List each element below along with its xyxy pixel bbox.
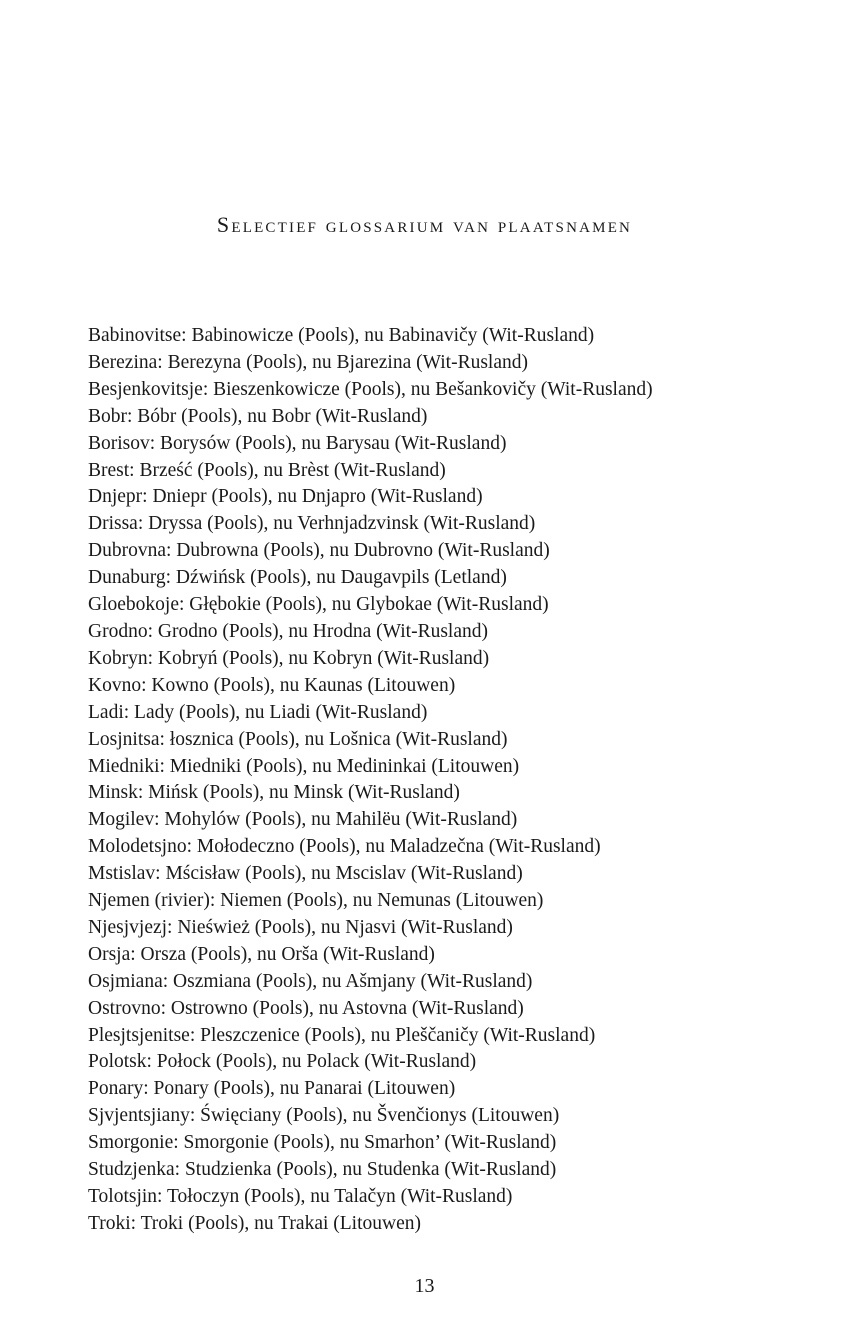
- glossary-entry: Molodetsjno: Mołodeczno (Pools), nu Maladzečna (Wit-Rusland): [88, 836, 601, 858]
- page-number: 13: [414, 1275, 435, 1297]
- glossary-entry: Ladi: Lady (Pools), nu Liadi (Wit-Rusland): [88, 701, 428, 723]
- glossary-entry: Osjmiana: Oszmiana (Pools), nu Ašmjany (Wit-Rusland): [88, 970, 533, 992]
- glossary-entry: Dubrovna: Dubrowna (Pools), nu Dubrovno (Wit-Rusland): [88, 540, 550, 562]
- glossary-entry: Borisov: Borysów (Pools), nu Barysau (Wit-Rusland): [88, 432, 507, 454]
- glossary-entry: Njesjvjezj: Nieśwież (Pools), nu Njasvi (Wit-Rusland): [88, 916, 513, 938]
- glossary-entry: Drissa: Dryssa (Pools), nu Verhnjadzvinsk (Wit-Rusland): [88, 513, 536, 535]
- glossary-entry: Kobryn: Kobryń (Pools), nu Kobryn (Wit-Rusland): [88, 647, 490, 669]
- glossary-entry: Mogilev: Mohylów (Pools), nu Mahilëu (Wit-Rusland): [88, 809, 518, 831]
- glossary-entry: Bobr: Bóbr (Pools), nu Bobr (Wit-Rusland): [88, 405, 428, 427]
- glossary-entry: Brest: Brześć (Pools), nu Brèst (Wit-Rusland): [88, 459, 446, 481]
- glossary-entry: Besjenkovitsje: Bieszenkowicze (Pools), nu Bešankovičy (Wit-Rusland): [88, 378, 653, 400]
- glossary-entry: Minsk: Mińsk (Pools), nu Minsk (Wit-Rusland): [88, 782, 460, 804]
- page-title: Selectief glossarium van plaatsnamen: [216, 212, 633, 237]
- glossary-entry: Mstislav: Mścisław (Pools), nu Mscislav (Wit-Rusland): [88, 863, 523, 885]
- glossary-entry: Studzjenka: Studzienka (Pools), nu Studenka (Wit-Rusland): [88, 1159, 557, 1181]
- glossary-entry: Sjvjentsjiany: Święciany (Pools), nu Švenčionys (Litouwen): [88, 1105, 560, 1127]
- glossary-entry: Ponary: Ponary (Pools), nu Panarai (Litouwen): [88, 1078, 456, 1100]
- glossary-entry: Berezina: Berezyna (Pools), nu Bjarezina (Wit-Rusland): [88, 351, 528, 373]
- glossary-entry: Losjnitsa: łosznica (Pools), nu Lošnica (Wit-Rusland): [88, 728, 508, 750]
- glossary-entry: Dunaburg: Dźwińsk (Pools), nu Daugavpils (Letland): [88, 567, 507, 589]
- glossary-entry: Orsja: Orsza (Pools), nu Orša (Wit-Rusland): [88, 943, 435, 965]
- glossary-entry: Polotsk: Połock (Pools), nu Polack (Wit-Rusland): [88, 1051, 477, 1073]
- place-name-glossary: [88, 323, 653, 1238]
- glossary-entry: Babinovitse: Babinowicze (Pools), nu Babinavičy (Wit-Rusland): [88, 325, 595, 346]
- glossary-entry: Plesjtsjenitse: Pleszczenice (Pools), nu Pleščaničy (Wit-Rusland): [88, 1024, 596, 1046]
- glossary-entry: Smorgonie: Smorgonie (Pools), nu Smarhon’ (Wit-Rusland): [88, 1132, 557, 1154]
- glossary-entry: Kovno: Kowno (Pools), nu Kaunas (Litouwen): [88, 674, 456, 696]
- glossary-entry: Troki: Troki (Pools), nu Trakai (Litouwen): [88, 1212, 421, 1234]
- glossary-entry: Tolotsjin: Tołoczyn (Pools), nu Talačyn (Wit-Rusland): [88, 1186, 513, 1207]
- glossary-entry: Njemen (rivier): Niemen (Pools), nu Nemunas (Litouwen): [88, 890, 544, 912]
- glossary-entry: Miedniki: Miedniki (Pools), nu Medininkai (Litouwen): [88, 755, 520, 777]
- glossary-entry: Gloebokoje: Głębokie (Pools), nu Glybokae (Wit-Rusland): [88, 594, 549, 616]
- glossary-entry: Dnjepr: Dniepr (Pools), nu Dnjapro (Wit-Rusland): [88, 486, 483, 508]
- glossary-entry: Ostrovno: Ostrowno (Pools), nu Astovna (Wit-Rusland): [88, 997, 524, 1019]
- glossary-entry: Grodno: Grodno (Pools), nu Hrodna (Wit-Rusland): [88, 620, 488, 642]
